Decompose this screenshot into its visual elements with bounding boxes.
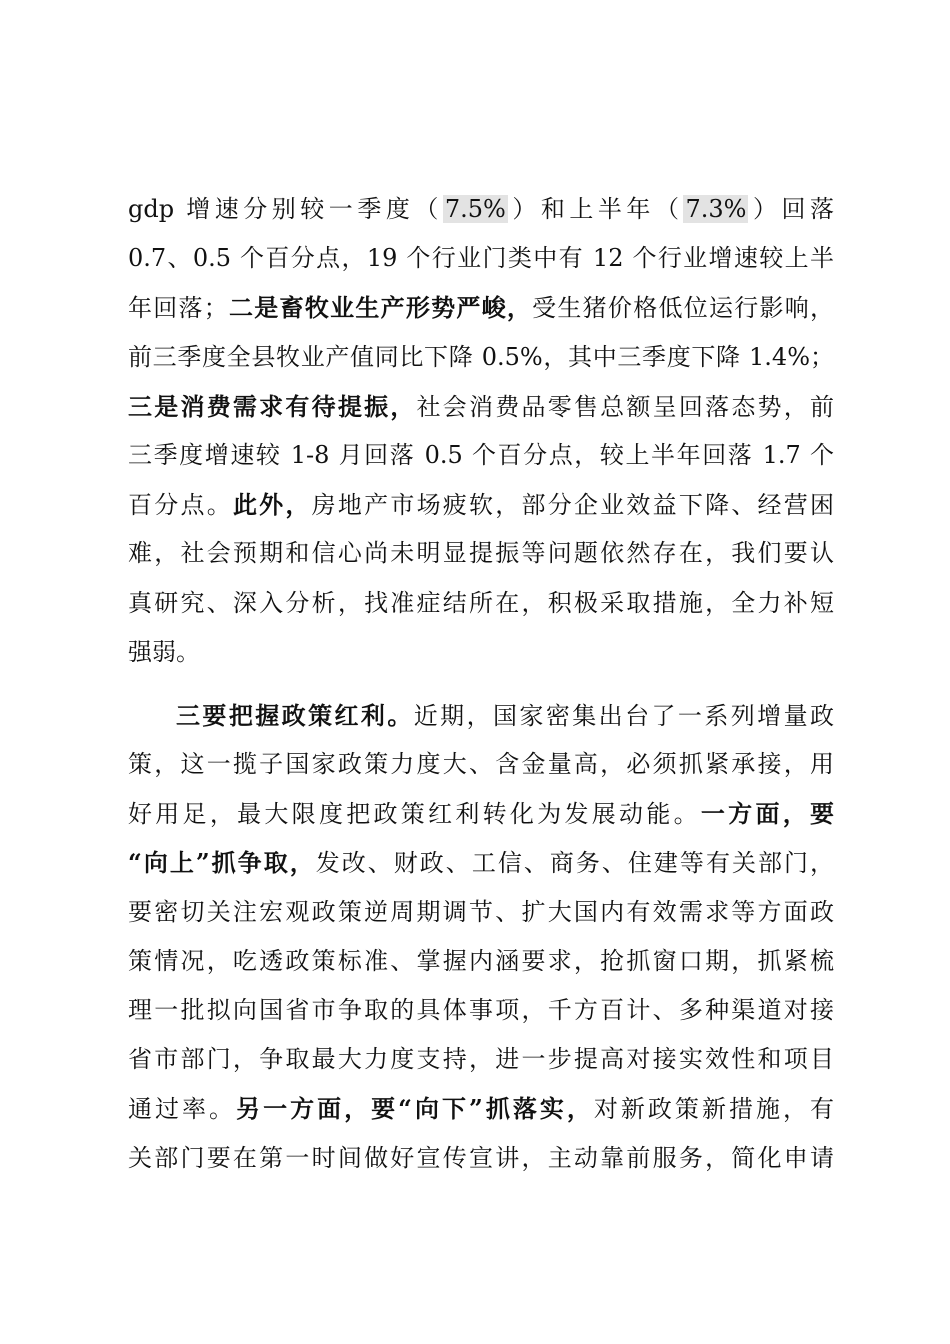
paragraph-1 bbox=[128, 185, 834, 677]
text-run: 社会消费品零售总额呈回落态势，前 bbox=[416, 392, 835, 421]
line bbox=[128, 185, 834, 234]
paragraph-2 bbox=[128, 691, 834, 1183]
text-run: 年回落； bbox=[128, 294, 228, 323]
paragraph-gap bbox=[128, 677, 834, 691]
bold-heading: 三要把握政策红利。 bbox=[176, 700, 414, 730]
text-run: ）和上半年（ bbox=[507, 195, 684, 223]
highlighted-value: 7.3% bbox=[685, 195, 747, 223]
bold-heading: 二是畜牧业生产形势严峻， bbox=[227, 293, 533, 323]
highlighted-value: 7.5% bbox=[444, 195, 506, 223]
line: 策情况，吃透政策标准、掌握内涵要求，抢抓窗口期，抓紧梳 bbox=[128, 946, 834, 975]
line: 难，社会预期和信心尚未明显提振等问题依然存在，我们要认 bbox=[128, 539, 834, 568]
text-run: 通过率。 bbox=[128, 1095, 237, 1124]
text-run: ）回落 bbox=[748, 195, 834, 223]
text-run: 发改、财政、工信、商务、住建等有关部门， bbox=[315, 849, 835, 878]
bold-heading: 另一方面，要“向下”抓落实， bbox=[236, 1094, 594, 1124]
line: 策，这一揽子国家政策力度大、含金量高，必须抓紧承接，用 bbox=[128, 750, 834, 779]
document-body bbox=[128, 185, 834, 1183]
line bbox=[128, 382, 834, 431]
text-run: 近期，国家密集出台了一系列增量政 bbox=[413, 701, 834, 730]
line: 要密切关注宏观政策逆周期调节、扩大国内有效需求等方面政 bbox=[128, 897, 834, 926]
bold-heading: “向上”抓争取， bbox=[128, 848, 316, 878]
text-run: 房地产市场疲软，部分企业效益下降、经营困 bbox=[311, 491, 835, 520]
text-run: 对新政策新措施，有 bbox=[593, 1095, 835, 1124]
line: 省市部门，争取最大力度支持，进一步提高对接实效性和项目 bbox=[128, 1045, 834, 1074]
line bbox=[128, 283, 834, 332]
text-run: 好用足，最大限度把政策红利转化为发展动能。 bbox=[128, 800, 701, 829]
line: 理一批拟向国省市争取的具体事项，千方百计、多种渠道对接 bbox=[128, 996, 834, 1024]
line: 强弱。 bbox=[128, 637, 200, 666]
line bbox=[128, 691, 834, 740]
text-run: gdp 增速分别较一季度（ bbox=[128, 195, 443, 223]
line: 真研究、深入分析，找准症结所在，积极采取措施，全力补短 bbox=[128, 588, 834, 617]
line: 前三季度全县牧业产值同比下降 0.5%，其中三季度下降 1.4%； bbox=[128, 342, 834, 371]
line bbox=[128, 1084, 834, 1133]
text-run: 受生猪价格低位运行影响， bbox=[532, 294, 835, 323]
bold-heading: 三是消费需求有待提振， bbox=[128, 391, 417, 421]
bold-heading: 一方面，要 bbox=[700, 799, 835, 829]
line: 0.7、0.5 个百分点，19 个行业门类中有 12 个行业增速较上半 bbox=[128, 244, 834, 273]
line bbox=[128, 789, 834, 838]
bold-heading: 此外， bbox=[232, 490, 312, 520]
line: 三季度增速较 1-8 月回落 0.5 个百分点，较上半年回落 1.7 个 bbox=[128, 440, 834, 469]
text-run: 百分点。 bbox=[128, 491, 233, 520]
line bbox=[128, 838, 834, 887]
line: 关部门要在第一时间做好宣传宣讲，主动靠前服务，简化申请 bbox=[128, 1143, 834, 1172]
line bbox=[128, 480, 834, 529]
